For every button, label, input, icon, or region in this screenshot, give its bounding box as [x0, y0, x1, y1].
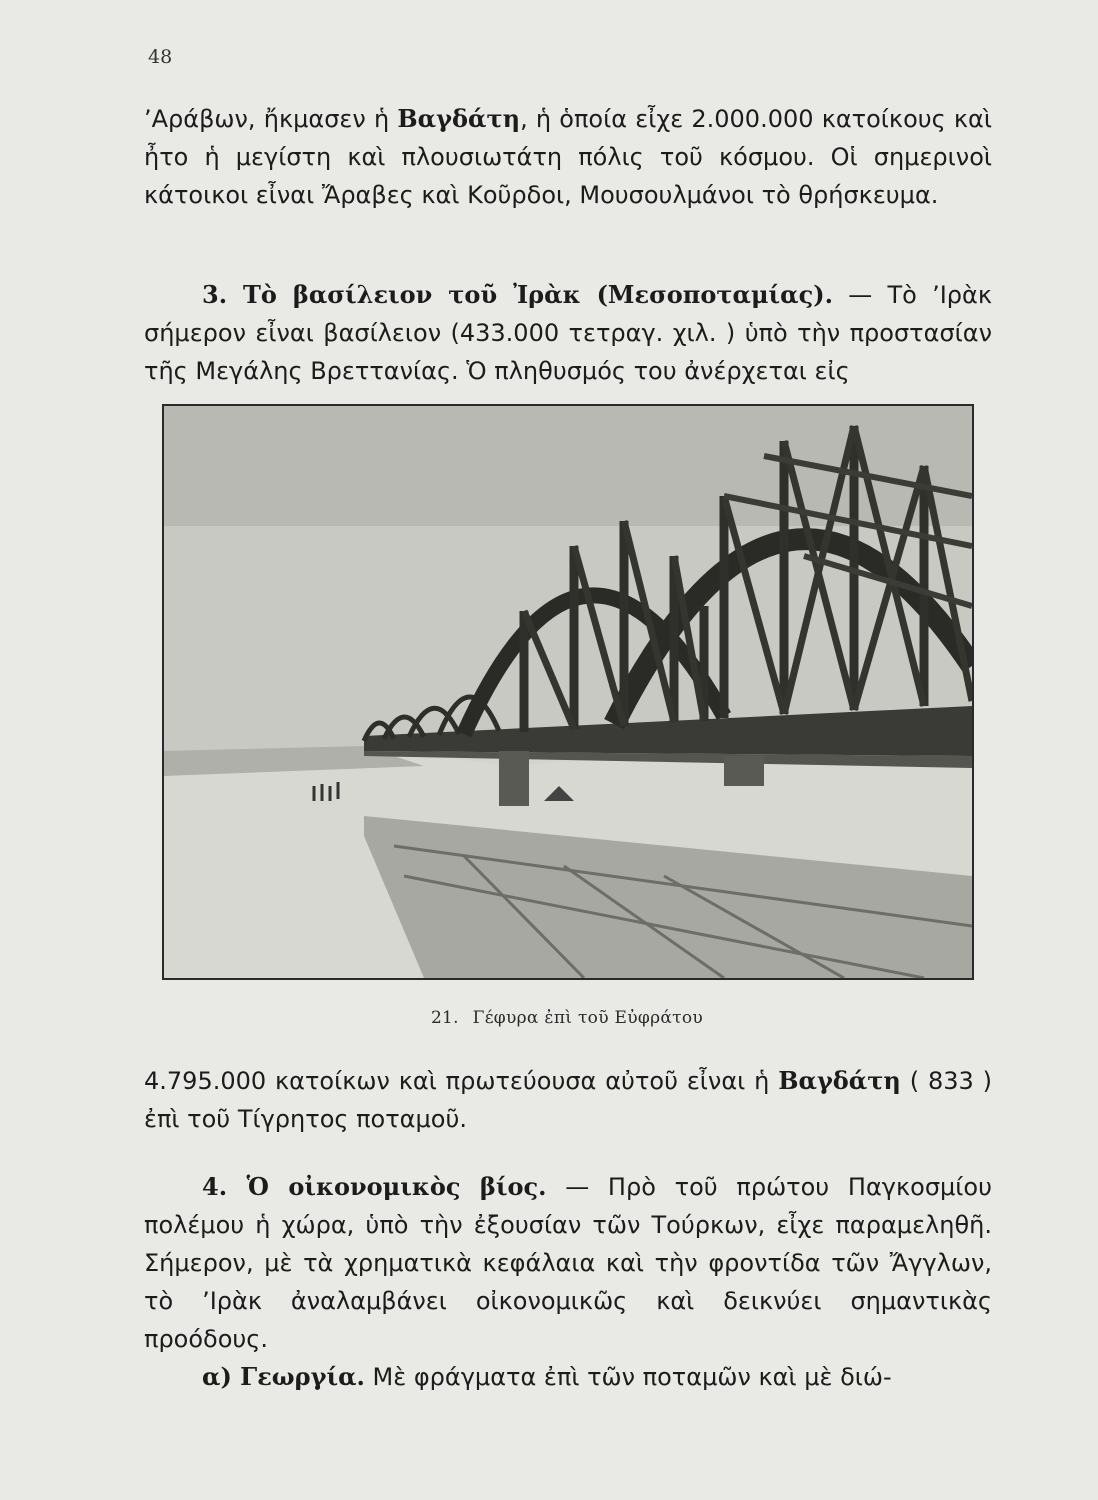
p5-text-1: Μὲ φράγματα ἐπὶ τῶν ποταμῶν καὶ μὲ διώ-: [364, 1363, 892, 1391]
p1-text-2: , ἡ ὁποία εἶχε 2.000.000 κατοίκους καὶ ἦτο ἡ μεγίστη καὶ πλουσιωτάτη πόλις τοῦ κόσμου. Οἱ σημερινοὶ κάτοικοι εἶναι Ἄραβες καὶ Κοῦρδοι, Μουσουλμάνοι τὸ θρήσκευμα.: [144, 105, 992, 209]
p1-bold-baghdad: Βαγδάτη: [397, 104, 521, 133]
p1-text-1: ’Αράβων, ἤκμασεν ἡ: [144, 105, 398, 133]
figure-caption: [0, 1008, 1098, 1028]
section-heading-economy: 4. Ὁ οἰκονομικὸς βίος.: [202, 1172, 547, 1201]
p3-text-2: ( 833 ) ἐπὶ τοῦ Τίγρητος ποταμοῦ.: [144, 1067, 992, 1133]
paragraph-economy: [144, 1168, 992, 1396]
paragraph-baghdad-history: [144, 100, 992, 214]
figure-number: 21.: [430, 1008, 459, 1028]
p2-text-1: — Τὸ ’Ιρὰκ σήμερον εἶναι βασίλειον (433.000 τετραγ. χιλ. ) ὑπὸ τὴν προστασίαν τῆς Μεγάλης Βρεττανίας. Ὁ πληθυσμός του ἀνέρχεται εἰς: [144, 281, 992, 385]
bridge-photo: [162, 404, 974, 980]
section-heading-iraq: 3. Τὸ βασίλειον τοῦ Ἰρὰκ (Μεσοποταμίας).: [202, 280, 833, 309]
p4-text-1: — Πρὸ τοῦ πρώτου Παγκοσμίου πολέμου ἡ χώρα, ὑπὸ τὴν ἐξουσίαν τῶν Τούρκων, εἶχε παραμεληθῆ. Σήμερον, μὲ τὰ χρηματικὰ κεφάλαια καὶ τὴν φροντίδα τῶν Ἄγγλων, τὸ ’Ιρὰκ ἀναλαμβάνει οἰκονομικῶς καὶ δεικνύει σημαντικὰς προόδους.: [144, 1173, 992, 1353]
p3-text-1: 4.795.000 κατοίκων καὶ πρωτεύουσα αὐτοῦ εἶναι ἡ: [144, 1067, 779, 1095]
paragraph-population: [144, 1062, 992, 1138]
p3-bold-baghdad: Βαγδάτη: [778, 1066, 901, 1095]
figure-caption-text: Γέφυρα ἐπὶ τοῦ Εὐφράτου: [472, 1008, 704, 1028]
page-number: 48: [148, 46, 173, 68]
paragraph-iraq-kingdom: [144, 276, 992, 390]
subsection-heading-agriculture: α) Γεωργία.: [202, 1362, 365, 1391]
